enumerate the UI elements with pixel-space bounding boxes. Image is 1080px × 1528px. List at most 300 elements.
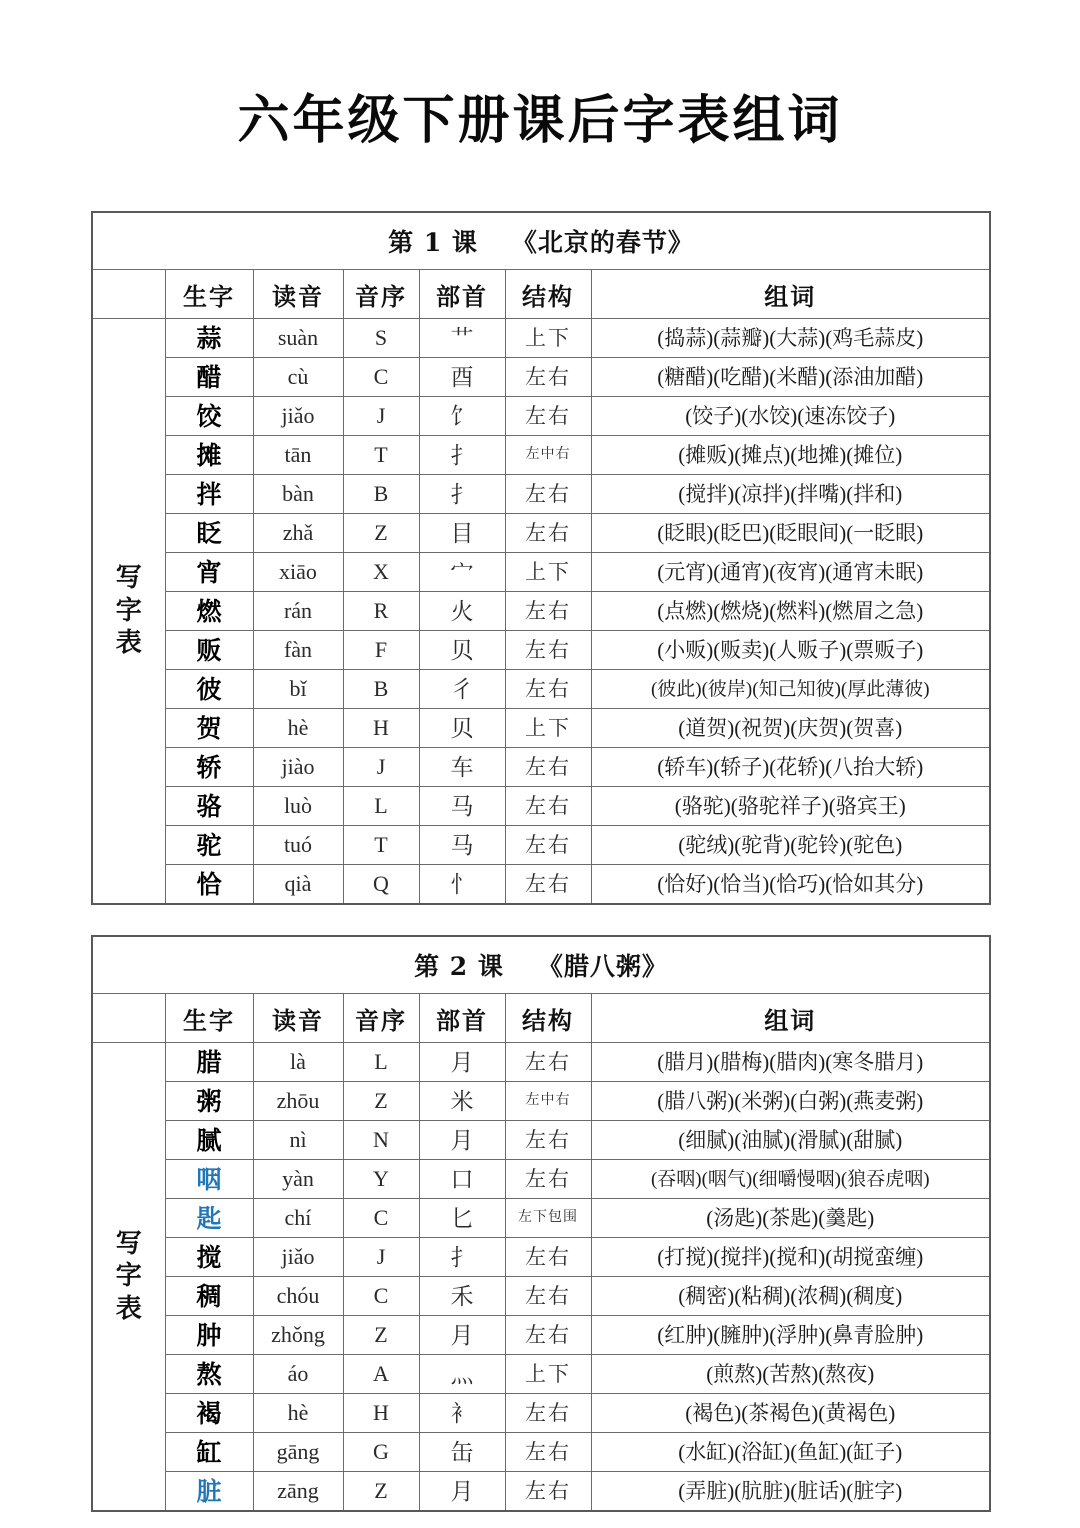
pinyin: jiǎo: [281, 1244, 315, 1270]
initial-letter-cell: [343, 1433, 419, 1472]
structure: 左右: [525, 1400, 571, 1425]
column-header-row: [92, 270, 990, 319]
character: 缸: [196, 1437, 222, 1467]
table-row: [92, 1238, 990, 1277]
character-cell: [165, 1160, 253, 1199]
initial-letter: Z: [374, 1322, 388, 1348]
character-cell: [165, 826, 253, 865]
column-header-3: 部首: [419, 270, 505, 319]
words: (糖醋)(吃醋)(米醋)(添油加醋): [657, 364, 924, 389]
side-label-char: 表: [115, 1293, 142, 1324]
side-label-char: 字: [115, 595, 142, 626]
character-cell: [165, 865, 253, 905]
words-cell: [591, 1433, 990, 1472]
radical-cell: [419, 514, 505, 553]
pinyin: xiāo: [279, 559, 317, 585]
words: (稠密)(粘稠)(浓稠)(稠度): [678, 1283, 903, 1308]
initial-letter-cell: [343, 397, 419, 436]
structure-cell: [505, 475, 591, 514]
tables-container: [0, 211, 1080, 1512]
words: (水缸)(浴缸)(鱼缸)(缸子): [678, 1439, 903, 1464]
table-row: [92, 1355, 990, 1394]
structure: 左中右: [525, 447, 571, 463]
side-label-writing-list: [92, 1043, 165, 1512]
radical-cell: [419, 1355, 505, 1394]
side-label-char: 写: [115, 563, 142, 594]
lesson-name: 《北京的春节》: [511, 228, 694, 258]
structure-cell: [505, 592, 591, 631]
structure-cell: [505, 787, 591, 826]
pinyin: yàn: [282, 1166, 314, 1192]
pinyin: zhǎ: [282, 520, 314, 546]
structure-cell: [505, 1160, 591, 1199]
character: 骆: [196, 791, 222, 821]
structure-cell: [505, 436, 591, 475]
initial-letter: R: [373, 598, 389, 624]
radical: 米: [450, 1088, 474, 1114]
radical-cell: [419, 748, 505, 787]
pinyin: áo: [287, 1361, 309, 1387]
column-header-1: 读音: [253, 270, 343, 319]
pinyin: hè: [287, 1400, 309, 1426]
table-row: [92, 1082, 990, 1121]
radical-cell: [419, 1277, 505, 1316]
initial-letter-cell: [343, 1472, 419, 1512]
pinyin: jiǎo: [281, 403, 315, 429]
pinyin: gāng: [276, 1439, 320, 1465]
words: (摊贩)(摊点)(地摊)(摊位): [678, 442, 903, 467]
initial-letter-cell: [343, 865, 419, 905]
column-header-0: 生字: [165, 994, 253, 1043]
words: (红肿)(臃肿)(浮肿)(鼻青脸肿): [657, 1322, 924, 1347]
initial-letter: G: [373, 1439, 389, 1465]
radical: 马: [450, 793, 474, 819]
words: (驼绒)(驼背)(驼铃)(驼色): [678, 832, 903, 857]
initial-letter-cell: [343, 1199, 419, 1238]
character: 匙: [196, 1203, 222, 1233]
character: 腊: [196, 1047, 222, 1077]
table-row: [92, 1316, 990, 1355]
character: 燃: [196, 596, 222, 626]
character: 摊: [196, 440, 222, 470]
structure-cell: [505, 1082, 591, 1121]
pinyin-cell: [253, 1355, 343, 1394]
words: (恰好)(恰当)(恰巧)(恰如其分): [657, 871, 924, 896]
pinyin: rán: [283, 598, 313, 624]
words: (煎熬)(苦熬)(熬夜): [706, 1361, 875, 1386]
radical: 宀: [450, 559, 474, 585]
initial-letter: Q: [373, 871, 389, 897]
initial-letter-cell: [343, 1277, 419, 1316]
structure: 左右: [525, 598, 571, 623]
radical: 饣: [450, 403, 474, 429]
initial-letter-cell: [343, 787, 419, 826]
character-cell: [165, 748, 253, 787]
initial-letter: F: [374, 637, 388, 663]
initial-letter: C: [373, 364, 389, 390]
radical-cell: [419, 553, 505, 592]
initial-letter: H: [373, 715, 389, 741]
initial-letter: Z: [374, 1478, 388, 1504]
structure-cell: [505, 631, 591, 670]
character: 褐: [196, 1398, 222, 1428]
structure: 左右: [525, 403, 571, 428]
initial-letter: S: [374, 325, 388, 351]
pinyin: bàn: [282, 481, 314, 507]
lesson-table: [91, 935, 991, 1512]
radical: 目: [450, 520, 474, 546]
words: (褐色)(茶褐色)(黄褐色): [685, 1400, 896, 1425]
pinyin: zhǒng: [271, 1322, 325, 1348]
words-cell: [591, 748, 990, 787]
structure-cell: [505, 865, 591, 905]
radical: 忄: [450, 871, 474, 897]
structure: 上下: [525, 715, 571, 740]
pinyin-cell: [253, 397, 343, 436]
pinyin-cell: [253, 1121, 343, 1160]
radical-cell: [419, 787, 505, 826]
initial-letter: B: [373, 481, 389, 507]
side-label-char: 写: [115, 1228, 142, 1259]
initial-letter-cell: [343, 631, 419, 670]
radical: 马: [450, 832, 474, 858]
pinyin-cell: [253, 1472, 343, 1512]
structure: 上下: [525, 559, 571, 584]
radical-cell: [419, 475, 505, 514]
structure-cell: [505, 1277, 591, 1316]
initial-letter: B: [373, 676, 389, 702]
pinyin-cell: [253, 319, 343, 358]
initial-letter-cell: [343, 1316, 419, 1355]
pinyin: fàn: [283, 637, 313, 663]
pinyin-cell: [253, 436, 343, 475]
character: 眨: [196, 518, 222, 548]
initial-letter: A: [373, 1361, 389, 1387]
words-cell: [591, 514, 990, 553]
structure-cell: [505, 1472, 591, 1512]
words-cell: [591, 1277, 990, 1316]
table-row: [92, 748, 990, 787]
words-cell: [591, 397, 990, 436]
character-cell: [165, 787, 253, 826]
initial-letter: N: [373, 1127, 389, 1153]
initial-letter-cell: [343, 514, 419, 553]
radical-cell: [419, 1238, 505, 1277]
structure: 左下包围: [518, 1210, 578, 1226]
pinyin: zāng: [277, 1478, 319, 1504]
radical-cell: [419, 1316, 505, 1355]
column-header-2: 音序: [343, 994, 419, 1043]
structure-cell: [505, 748, 591, 787]
words-cell: [591, 1121, 990, 1160]
lesson-number: 第 2 课: [414, 952, 504, 982]
pinyin-cell: [253, 787, 343, 826]
words: (汤匙)(茶匙)(羹匙): [706, 1205, 875, 1230]
words-cell: [591, 709, 990, 748]
structure: 左右: [525, 1478, 571, 1503]
initial-letter: C: [373, 1283, 389, 1309]
pinyin-cell: [253, 1394, 343, 1433]
radical: 贝: [450, 637, 474, 663]
words-cell: [591, 1472, 990, 1512]
pinyin: bǐ: [289, 676, 307, 702]
lesson-title-cell: [92, 212, 990, 270]
pinyin-cell: [253, 358, 343, 397]
character: 饺: [196, 401, 222, 431]
radical-cell: [419, 1160, 505, 1199]
pinyin: zhōu: [276, 1088, 320, 1114]
structure: 左右: [525, 637, 571, 662]
pinyin: luò: [283, 793, 313, 819]
character-cell: [165, 670, 253, 709]
character-cell: [165, 1082, 253, 1121]
radical-cell: [419, 1472, 505, 1512]
pinyin-cell: [253, 826, 343, 865]
radical: 匕: [450, 1205, 474, 1231]
words-cell: [591, 1082, 990, 1121]
column-header-0: 生字: [165, 270, 253, 319]
words-cell: [591, 1355, 990, 1394]
pinyin-cell: [253, 1082, 343, 1121]
table-row: [92, 475, 990, 514]
table-row: [92, 553, 990, 592]
character-cell: [165, 1043, 253, 1082]
pinyin-cell: [253, 865, 343, 905]
radical: 月: [450, 1127, 474, 1153]
words: (搅拌)(凉拌)(拌嘴)(拌和): [678, 481, 903, 506]
table-row: [92, 1277, 990, 1316]
character-cell: [165, 1277, 253, 1316]
structure: 左右: [525, 1049, 571, 1074]
table-row: [92, 436, 990, 475]
radical: 月: [450, 1478, 474, 1504]
words-cell: [591, 592, 990, 631]
pinyin-cell: [253, 475, 343, 514]
radical-cell: [419, 1121, 505, 1160]
words: (腊月)(腊梅)(腊肉)(寒冬腊月): [657, 1049, 924, 1074]
words: (点燃)(燃烧)(燃料)(燃眉之急): [657, 598, 924, 623]
initial-letter: J: [376, 1244, 386, 1270]
radical-cell: [419, 1082, 505, 1121]
character-cell: [165, 1433, 253, 1472]
initial-letter: T: [374, 832, 388, 858]
structure: 左右: [525, 1322, 571, 1347]
words-cell: [591, 1199, 990, 1238]
structure-cell: [505, 1394, 591, 1433]
pinyin: nì: [289, 1127, 307, 1153]
pinyin-cell: [253, 592, 343, 631]
radical: 车: [450, 754, 474, 780]
table-row: [92, 709, 990, 748]
structure: 左右: [525, 1127, 571, 1152]
pinyin: chí: [284, 1205, 312, 1231]
structure-cell: [505, 514, 591, 553]
pinyin-cell: [253, 1043, 343, 1082]
words-cell: [591, 1043, 990, 1082]
initial-letter-cell: [343, 1082, 419, 1121]
structure: 左右: [525, 676, 571, 701]
structure-cell: [505, 319, 591, 358]
column-header-4: 结构: [505, 994, 591, 1043]
initial-letter-cell: [343, 1238, 419, 1277]
lesson-title-row: [92, 936, 990, 994]
table-row: [92, 1043, 990, 1082]
radical-cell: [419, 592, 505, 631]
pinyin-cell: [253, 1433, 343, 1472]
lesson-name: 《腊八粥》: [537, 952, 668, 982]
pinyin-cell: [253, 1238, 343, 1277]
words: (打搅)(搅拌)(搅和)(胡搅蛮缠): [657, 1244, 924, 1269]
lesson-title-cell: [92, 936, 990, 994]
table-row: [92, 1160, 990, 1199]
pinyin: chóu: [276, 1283, 320, 1309]
side-label-header-spacer: [92, 994, 165, 1043]
character: 搅: [196, 1242, 222, 1272]
side-label-char: 字: [115, 1261, 142, 1292]
table-row: [92, 826, 990, 865]
words: (彼此)(彼岸)(知己知彼)(厚此薄彼): [650, 678, 930, 700]
structure: 左右: [525, 754, 571, 779]
character-cell: [165, 631, 253, 670]
radical: 禾: [450, 1283, 474, 1309]
table-row: [92, 358, 990, 397]
structure-cell: [505, 358, 591, 397]
structure-cell: [505, 670, 591, 709]
radical: 艹: [450, 325, 474, 351]
table-row: [92, 1199, 990, 1238]
pinyin: qià: [284, 871, 312, 897]
words-cell: [591, 1238, 990, 1277]
initial-letter-cell: [343, 1394, 419, 1433]
words-cell: [591, 475, 990, 514]
table-row: [92, 514, 990, 553]
initial-letter-cell: [343, 1121, 419, 1160]
character: 稠: [196, 1281, 222, 1311]
initial-letter: H: [373, 1400, 389, 1426]
initial-letter-cell: [343, 1160, 419, 1199]
character-cell: [165, 319, 253, 358]
initial-letter: L: [374, 793, 388, 819]
character-cell: [165, 1472, 253, 1512]
structure: 左右: [525, 871, 571, 896]
character: 脏: [196, 1476, 222, 1506]
initial-letter: J: [376, 403, 386, 429]
radical-cell: [419, 826, 505, 865]
character: 贩: [196, 635, 222, 665]
radical-cell: [419, 1433, 505, 1472]
structure-cell: [505, 553, 591, 592]
table-row: [92, 1433, 990, 1472]
radical: 口: [450, 1166, 474, 1192]
radical-cell: [419, 436, 505, 475]
words-cell: [591, 319, 990, 358]
structure: 左右: [525, 1166, 571, 1191]
structure: 左右: [525, 1283, 571, 1308]
words-cell: [591, 865, 990, 905]
initial-letter: Y: [373, 1166, 389, 1192]
character-cell: [165, 1238, 253, 1277]
table-row: [92, 1394, 990, 1433]
initial-letter: T: [374, 442, 388, 468]
initial-letter-cell: [343, 592, 419, 631]
structure-cell: [505, 1316, 591, 1355]
pinyin: tān: [284, 442, 312, 468]
initial-letter: Z: [374, 520, 388, 546]
table-row: [92, 592, 990, 631]
structure-cell: [505, 709, 591, 748]
words-cell: [591, 1160, 990, 1199]
radical-cell: [419, 358, 505, 397]
radical-cell: [419, 397, 505, 436]
structure: 左中右: [525, 1093, 571, 1109]
character: 拌: [196, 479, 222, 509]
pinyin: là: [290, 1049, 306, 1075]
initial-letter-cell: [343, 475, 419, 514]
radical: 扌: [450, 442, 474, 468]
column-header-row: [92, 994, 990, 1043]
character: 咽: [196, 1164, 222, 1194]
character: 粥: [196, 1086, 222, 1116]
structure-cell: [505, 826, 591, 865]
initial-letter: J: [376, 754, 386, 780]
character-cell: [165, 475, 253, 514]
structure-cell: [505, 1199, 591, 1238]
radical-cell: [419, 865, 505, 905]
structure-cell: [505, 1043, 591, 1082]
initial-letter: X: [373, 559, 389, 585]
table-row: [92, 397, 990, 436]
page-title: 六年级下册课后字表组词: [237, 90, 843, 151]
radical: 缶: [450, 1439, 474, 1465]
structure-cell: [505, 397, 591, 436]
character-cell: [165, 514, 253, 553]
structure: 左右: [525, 481, 571, 506]
pinyin-cell: [253, 1199, 343, 1238]
character: 醋: [196, 362, 222, 392]
initial-letter-cell: [343, 1043, 419, 1082]
character: 宵: [196, 557, 222, 587]
radical: 扌: [450, 1244, 474, 1270]
structure-cell: [505, 1433, 591, 1472]
character-cell: [165, 1394, 253, 1433]
pinyin-cell: [253, 748, 343, 787]
radical: 酉: [450, 364, 474, 390]
pinyin-cell: [253, 670, 343, 709]
character-cell: [165, 553, 253, 592]
column-header-5: 组词: [591, 270, 990, 319]
side-label-char: 表: [115, 628, 142, 659]
pinyin-cell: [253, 1316, 343, 1355]
words: (小贩)(贩卖)(人贩子)(票贩子): [657, 637, 924, 662]
words: (饺子)(水饺)(速冻饺子): [685, 403, 896, 428]
column-header-5: 组词: [591, 994, 990, 1043]
structure: 上下: [525, 1361, 571, 1386]
words-cell: [591, 826, 990, 865]
initial-letter-cell: [343, 709, 419, 748]
words-cell: [591, 358, 990, 397]
column-header-1: 读音: [253, 994, 343, 1043]
words: (细腻)(油腻)(滑腻)(甜腻): [678, 1127, 903, 1152]
character: 腻: [196, 1125, 222, 1155]
character-cell: [165, 1355, 253, 1394]
table-row: [92, 631, 990, 670]
structure-cell: [505, 1355, 591, 1394]
words: (腊八粥)(米粥)(白粥)(燕麦粥): [657, 1088, 924, 1113]
structure: 左右: [525, 1244, 571, 1269]
pinyin-cell: [253, 709, 343, 748]
table-row: [92, 319, 990, 358]
character: 驼: [196, 830, 222, 860]
